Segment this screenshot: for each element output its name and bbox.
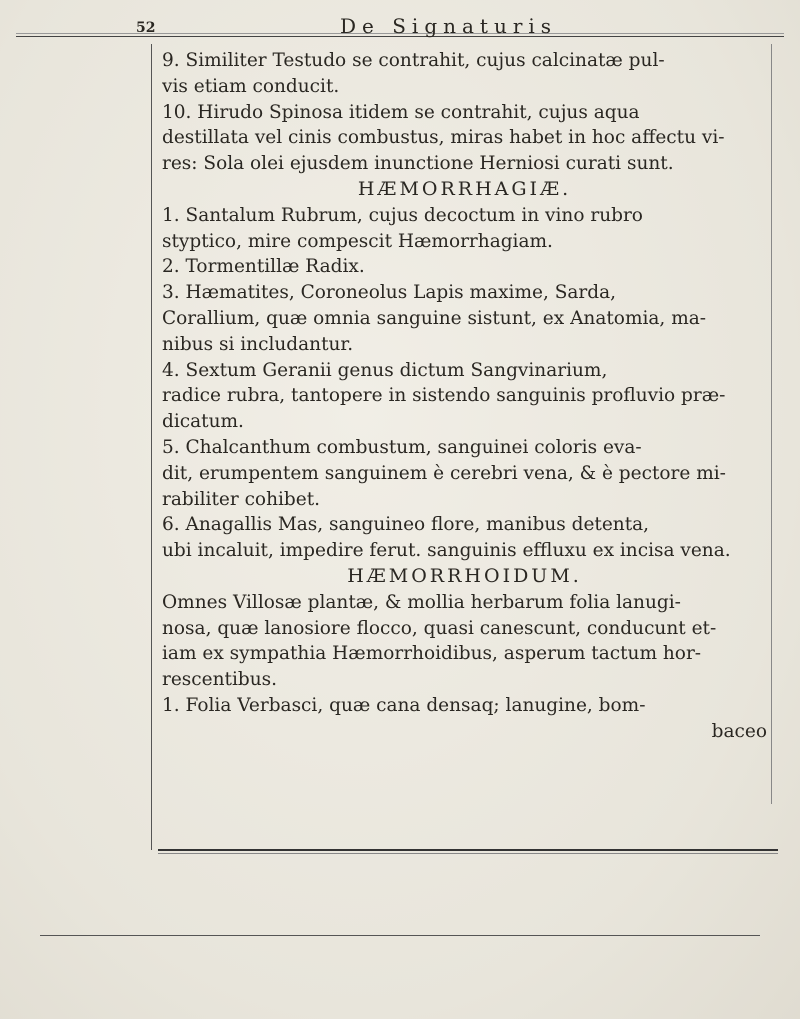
text-line: res: Sola olei ejusdem inunctione Herniosi curati sunt. (162, 153, 674, 175)
text-line: Omnes Villosæ plantæ, & mollia herbarum folia lanugi- (162, 591, 681, 613)
text-line: rescentibus. (162, 669, 277, 691)
text-line: 9. Similiter Testudo se contrahit, cujus calcinatæ pul- (162, 50, 665, 71)
text-line: rabiliter cohibet. (162, 488, 321, 510)
text-line: 1. Folia Verbasci, quæ cana densaq; lanugine, bom- (162, 694, 646, 716)
section-heading: HÆMORRHOIDUM. (347, 564, 582, 587)
section-heading: HÆMORRHAGIÆ. (357, 177, 572, 200)
text-line: ubi incaluit, impedire ferut. sanguinis effluxu ex incisa vena. (162, 540, 731, 562)
text-line: 3. Hæmatites, Coroneolus Lapis maxime, Sarda, (162, 282, 617, 304)
text-line: 2. Tormentillæ Radix. (162, 256, 365, 278)
text-line: Corallium, quæ omnia sanguine sistunt, ex Anatomia, ma- (162, 307, 707, 329)
text-line: 10. Hirudo Spinosa itidem se contrahit, cujus aqua (162, 101, 640, 123)
catchword: baceo (711, 720, 767, 742)
text-line: nibus si includantur. (162, 333, 354, 355)
footer-rule (158, 849, 778, 851)
text-line: styptico, mire compescit Hæmorrhagiam. (162, 230, 553, 252)
page-number: 52 (136, 20, 156, 36)
footer-rule-thin (158, 853, 778, 854)
text-line: iam ex sympathia Hæmorrhoidibus, asperum tactum hor- (162, 643, 702, 665)
right-margin-rule (771, 44, 772, 804)
text-line: 4. Sextum Geranii genus dictum Sangvinarium, (162, 359, 608, 381)
text-line: 5. Chalcanthum combustum, sanguinei coloris eva- (162, 436, 642, 458)
text-block (162, 48, 767, 745)
running-head: De Signaturis (340, 14, 558, 38)
page-bottom-rule (40, 935, 760, 936)
text-line: 6. Anagallis Mas, sanguineo flore, manibus detenta, (162, 514, 650, 536)
text-line: dit, erumpentem sanguinem è cerebri vena, & è pectore mi- (162, 462, 726, 484)
left-margin-rule (151, 44, 152, 850)
text-line: nosa, quæ lanosiore flocco, quasi canescunt, conducunt et- (162, 617, 717, 639)
text-line: destillata vel cinis combustus, miras habet in hoc affectu vi- (162, 127, 725, 149)
text-line: 1. Santalum Rubrum, cujus decoctum in vino rubro (162, 204, 643, 226)
text-line: vis etiam conducit. (162, 75, 340, 97)
text-line: radice rubra, tantopere in sistendo sanguinis profluvio præ- (162, 385, 726, 407)
text-line: dicatum. (162, 411, 244, 433)
